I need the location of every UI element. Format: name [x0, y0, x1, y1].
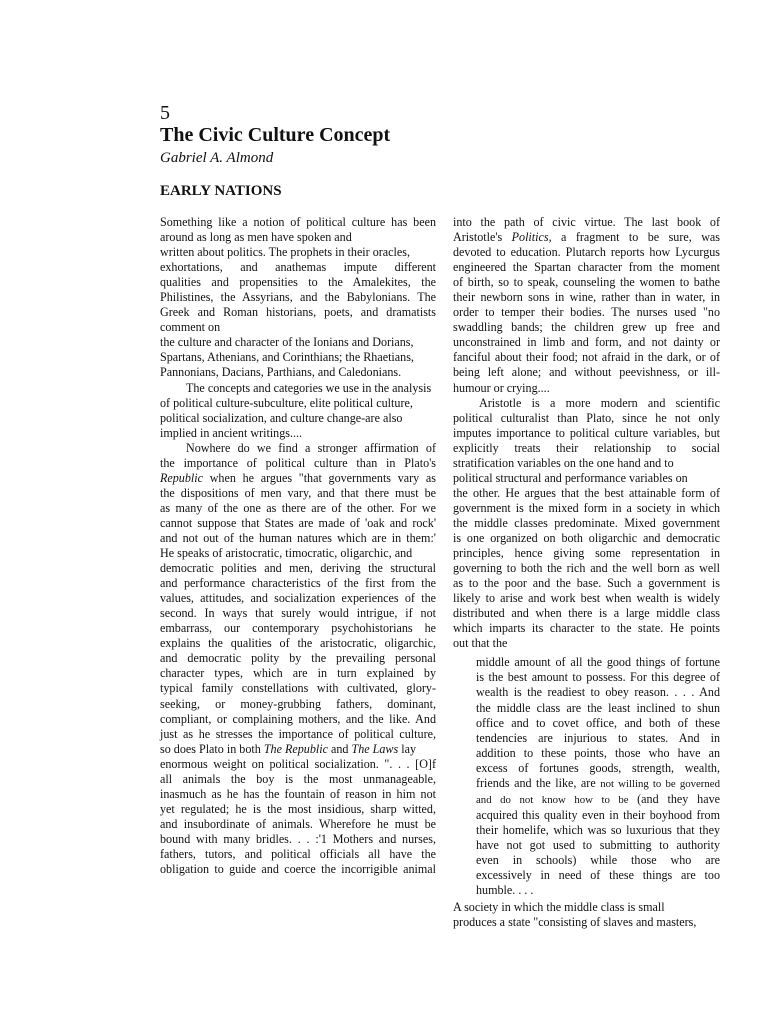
text-line: fanciful about their food; not afraid in the dark, or of [453, 350, 720, 365]
quote-line: excess of fortunes goods, strength, wealth, [476, 760, 720, 775]
text-line: comment on [160, 320, 221, 335]
text-line: seeking, or money-grubbing fathers, dominant, [160, 696, 436, 711]
text-line: inasmuch as he has the fountain of reason in him not [160, 786, 436, 801]
text-line: implied in ancient writings.... [160, 425, 303, 440]
text-line: cannot suppose that States are made of 'oak and rock' [160, 515, 436, 530]
text-line: and not out of the human natures which are in them:' [160, 530, 436, 545]
text-line: typical family constellations with cultivated, glory- [160, 681, 436, 696]
text-line: Republic when he argues "that governments vary as [160, 470, 436, 485]
text-line: Greek and Roman historians, poets, and dramatists [160, 305, 436, 320]
text-line: He speaks of aristocratic, timocratic, oligarchic, and [160, 546, 413, 561]
left-column [160, 215, 436, 877]
text-line: values, attitudes, and socialization experiences of the [160, 591, 436, 606]
text-line: unconstrained in limb and form, and not dainty or [453, 335, 720, 350]
text-line: obligation to guide and coerce the incorrigible animal [160, 862, 436, 877]
text-line: just as he stresses the importance of political culture, [160, 726, 436, 741]
text-line: engineered the Spartan character from the moment [453, 260, 720, 275]
text-line: Something like a notion of political culture has been [160, 215, 436, 229]
text-line: the other. He argues that the best attainable form of [453, 485, 720, 500]
quote-line: addition to these points, those who have an [476, 745, 720, 760]
text-line: and insubordinate of animals. Wherefore he must be [160, 816, 436, 831]
text-line: which imparts its character to the state. He points [453, 621, 720, 636]
text-line: democratic polities and men, deriving the structural [160, 561, 436, 576]
chapter-author: Gabriel A. Almond [160, 150, 274, 166]
text-line: imputes importance to political culture variables, but [453, 425, 720, 440]
text-line: enormous weight on political socialization. ". . . [O]f [160, 756, 436, 771]
text-line: yet regulated; he is the most insidious, sharp witted, [160, 801, 436, 816]
quote-line: is the best amount to possess. For this degree of [476, 670, 720, 685]
quote-line: even in schools) while those who are [476, 852, 720, 867]
text-line: Nowhere do we find a stronger affirmation of [186, 440, 436, 455]
text-line: as many of the one as there are of the other. For we [160, 500, 436, 515]
quote-line: wealth is the readiest to obey reason. . . . And [476, 685, 720, 700]
text-line: qualities and propensities to the Amalekites, the [160, 275, 436, 290]
text-line: explicitly treats their relationship to social [453, 440, 720, 455]
text-line: distributed and when there is a large middle class [453, 606, 720, 621]
book-title: The Republic [263, 741, 328, 756]
text-line: stratification variables on the one hand and to [453, 455, 674, 470]
text-line: and performance characteristics of the first from the [160, 576, 436, 591]
text-line: character types, which are in turn explained by [160, 666, 436, 681]
text-line: all animals the boy is the most unmanageable, [160, 771, 436, 786]
text-line: the importance of political culture than in Plato's [160, 455, 436, 470]
text-line: produces a state "consisting of slaves and masters, [453, 915, 697, 930]
text-line: political socialization, and culture change-are also [160, 410, 403, 425]
text-line: being left alone; and without peevishness, or ill- [453, 365, 720, 380]
book-title: Republic [160, 470, 203, 485]
text-line: devoted to education. Plutarch reports how Lycurgus [453, 245, 720, 260]
text-line: fathers, tutors, and political officials all have the [160, 846, 436, 861]
text-line: Pannonians, Dacians, Parthians, and Caledonians. [160, 365, 402, 380]
text-line: written about politics. The prophets in their oracles, [160, 245, 410, 260]
text-line: The concepts and categories we use in the analysis [186, 380, 432, 395]
quote-line: office and to covet office, and both of these [476, 715, 720, 730]
text-line: around as long as men have spoken and [160, 230, 352, 245]
text-line: governing to both the rich and the well born as well [453, 561, 720, 576]
chapter-number: 5 [160, 102, 170, 124]
text-line: political culturalist than Plato, since he not only [453, 410, 720, 425]
quote-line: acquired this quality even in their boyhood from [476, 807, 720, 822]
text-line: swaddling bands; the children grew up free and [453, 320, 720, 335]
text-line: into the path of civic virtue. The last book of [453, 215, 720, 229]
quote-line: humble. . . . [476, 883, 534, 898]
text-line: Philistines, the Assyrians, and the Babylonians. The [160, 290, 436, 305]
text-line: A society in which the middle class is small [453, 900, 665, 915]
chapter-title: The Civic Culture Concept [160, 124, 391, 146]
text-line: likely to arise and work best when wealth is widely [453, 591, 720, 606]
book-title: Politics [511, 230, 549, 245]
text-line: exhortations, and anathemas impute different [160, 260, 436, 275]
right-column [453, 215, 720, 930]
text-line: as to the poor and the base. Such a government is [453, 576, 720, 591]
quote-line: have not got used to submitting to authority [476, 837, 720, 852]
text-line: out that the [453, 636, 508, 651]
text-line: principles, hence giving some representation in [453, 546, 720, 561]
text-line: Aristotle is a more modern and scientific [479, 395, 720, 410]
text-line: of birth, so to speak, counseling the women to bathe [453, 275, 720, 290]
text-line: the culture and character of the Ionians and Dorians, [160, 335, 414, 350]
text-line: political structural and performance variables on [453, 470, 688, 485]
quote-line: their homelife, which was so luxurious that they [476, 822, 720, 837]
text-line: the middle classes predominate. Mixed government [453, 515, 720, 530]
quote-line: and do not know how to be (and they have [476, 791, 720, 806]
text-line: is one organized on both oligarchic and democratic [453, 530, 720, 545]
quote-line: excessively in need of these things are too [476, 868, 720, 883]
block-quote [453, 655, 720, 898]
text-line: explains the qualities of the aristocratic, oligarchic, [160, 636, 436, 651]
quote-line: middle amount of all the good things of fortune [476, 655, 720, 670]
section-heading: EARLY NATIONS [160, 183, 282, 199]
quote-line: the middle class are the least inclined to shun [476, 700, 720, 715]
text-line: of political culture-subculture, elite political culture, [160, 395, 413, 410]
quote-line: friends and the like, are not willing to be governed [476, 775, 720, 790]
text-line: second. In ways that surely would intrigue, if not [160, 606, 436, 621]
text-line: and democratic polity by the prevailing personal [160, 651, 436, 666]
quote-line: tendencies are injurious to states. And in [476, 730, 720, 745]
text-line: the dispositions of men vary, and that there must be [160, 485, 436, 500]
book-title: The Laws [351, 741, 399, 756]
text-line: humour or crying.... [453, 380, 550, 395]
text-line: government is the mixed form in a society in which [453, 500, 720, 515]
text-line: embarrass, our contemporary psychohistorians he [160, 621, 436, 636]
text-line: Spartans, Athenians, and Corinthians; the Rhaetians, [160, 350, 414, 365]
text-line: so does Plato in both The Republic and The Laws lay [160, 741, 417, 756]
text-line: Aristotle's Politics, a fragment to be sure, was [453, 230, 720, 245]
text-line: compliant, or complaining mothers, and the like. And [160, 711, 436, 726]
text-line: bound with many bridles. . . :'1 Mothers and nurses, [160, 831, 436, 846]
text-line: order to temper their bodies. The nurses used "no [453, 305, 720, 320]
text-line: their newborn sons in wine, rather than in water, in [453, 290, 720, 305]
